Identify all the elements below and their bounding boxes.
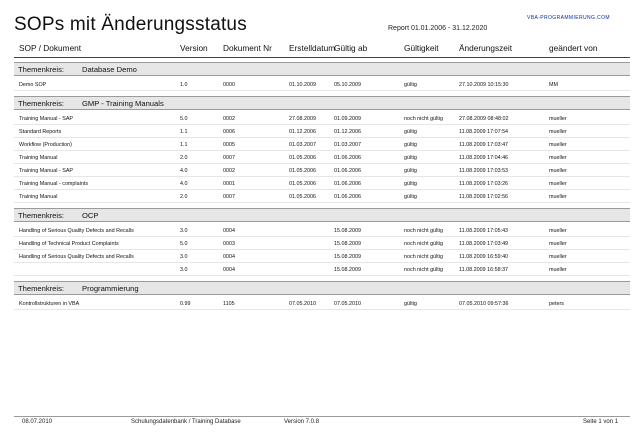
cell-doc: Training Manual - complaints [19,181,89,187]
cell-valid-from: 07.05.2010 [334,301,361,307]
cell-validity: gültig [404,155,417,161]
cell-validity: noch nicht gültig [404,241,443,247]
cell-valid-from: 01.12.2006 [334,129,361,135]
cell-changed-by: mueller [549,168,567,174]
cell-doc: Handling of Serious Quality Defects and Recalls [19,254,134,260]
cell-version: 3.0 [180,228,188,234]
cell-doc-nr: 0001 [223,181,235,187]
cell-doc-nr: 1105 [223,301,235,307]
cell-changed-by: mueller [549,228,567,234]
cell-created: 01.05.2006 [289,194,316,200]
cell-validity: gültig [404,129,417,135]
col-header-change-time: Änderungszeit [459,43,513,53]
group-value: Database Demo [82,65,137,74]
col-header-validity: Gültigkeit [404,43,439,53]
col-header-doc: SOP / Dokument [19,43,82,53]
cell-valid-from: 15.08.2009 [334,254,361,260]
cell-validity: gültig [404,194,417,200]
cell-created: 01.05.2006 [289,168,316,174]
cell-doc-nr: 0004 [223,228,235,234]
table-row [14,264,630,276]
cell-valid-from: 05.10.2009 [334,82,361,88]
cell-version: 1.0 [180,82,188,88]
cell-change-time: 11.08.2009 16:58:37 [459,267,509,273]
table-row [14,238,630,250]
cell-valid-from: 01.06.2006 [334,181,361,187]
cell-doc: Training Manual [19,155,58,161]
cell-doc: Handling of Serious Quality Defects and Recalls [19,228,134,234]
cell-changed-by: mueller [549,155,567,161]
cell-change-time: 11.08.2009 17:03:26 [459,181,509,187]
cell-version: 1.1 [180,142,188,148]
cell-validity: gültig [404,181,417,187]
cell-changed-by: mueller [549,267,567,273]
table-row [14,79,630,91]
cell-validity: gültig [404,301,417,307]
cell-version: 4.0 [180,168,188,174]
cell-changed-by: mueller [549,129,567,135]
group-value: GMP - Training Manuals [82,99,164,108]
cell-created: 01.05.2006 [289,181,316,187]
table-row [14,225,630,237]
cell-created: 01.12.2006 [289,129,316,135]
cell-version: 2.0 [180,155,188,161]
cell-change-time: 11.08.2009 17:03:53 [459,168,509,174]
cell-version: 3.0 [180,254,188,260]
cell-created: 07.05.2010 [289,301,316,307]
cell-version: 2.0 [180,194,188,200]
cell-doc: Demo SOP [19,82,47,88]
col-header-version: Version [180,43,208,53]
table-row [14,165,630,177]
cell-validity: gültig [404,168,417,174]
cell-doc-nr: 0007 [223,155,235,161]
cell-doc-nr: 0005 [223,142,235,148]
table-row [14,152,630,164]
cell-valid-from: 15.08.2009 [334,267,361,273]
table-row [14,178,630,190]
cell-doc: Workflow (Production) [19,142,72,148]
cell-change-time: 27.10.2009 10:15:30 [459,82,509,88]
cell-doc-nr: 0000 [223,82,235,88]
cell-changed-by: mueller [549,116,567,122]
cell-valid-from: 01.03.2007 [334,142,361,148]
group-header [14,208,630,222]
cell-change-time: 11.08.2009 17:04:46 [459,155,509,161]
cell-change-time: 11.08.2009 17:02:56 [459,194,509,200]
cell-version: 0.99 [180,301,191,307]
report-title: SOPs mit Änderungsstatus [14,14,247,35]
cell-validity: noch nicht gültig [404,228,443,234]
cell-doc: Standard Reports [19,129,62,135]
cell-doc: Training Manual - SAP [19,116,74,122]
table-row [14,251,630,263]
group-header [14,96,630,110]
footer-date: 08.07.2010 [22,419,53,425]
cell-doc-nr: 0006 [223,129,235,135]
cell-version: 3.0 [180,267,188,273]
cell-version: 4.0 [180,181,188,187]
cell-doc-nr: 0002 [223,116,235,122]
cell-change-time: 11.08.2009 17:05:43 [459,228,509,234]
group-header [14,62,630,76]
cell-created: 01.05.2006 [289,155,316,161]
cell-validity: noch nicht gültig [404,267,443,273]
footer-database: Schulungsdatenbank / Training Database [131,419,241,425]
report-range: Report 01.01.2006 - 31.12.2020 [388,25,488,32]
cell-changed-by: mueller [549,241,567,247]
footer-page: Seite 1 von 1 [583,419,619,425]
table-row [14,113,630,125]
cell-valid-from: 01.06.2006 [334,194,361,200]
cell-validity: noch nicht gültig [404,254,443,260]
col-header-created: Erstelldatum [289,43,336,53]
cell-doc-nr: 0004 [223,254,235,260]
cell-changed-by: peters [549,301,564,307]
cell-valid-from: 01.06.2006 [334,168,361,174]
table-row [14,126,630,138]
cell-change-time: 11.08.2009 16:59:40 [459,254,509,260]
vba-link[interactable]: VBA-PROGRAMMIERUNG.COM [527,15,610,21]
col-header-changed-by: geändert von [549,43,598,53]
cell-validity: noch nicht gültig [404,116,443,122]
table-row [14,139,630,151]
cell-doc-nr: 0002 [223,168,235,174]
cell-change-time: 27.08.2009 08:48:02 [459,116,509,122]
cell-changed-by: MM [549,82,558,88]
cell-validity: gültig [404,82,417,88]
cell-version: 1.1 [180,129,188,135]
col-header-valid-from: Gültig ab [334,43,368,53]
cell-changed-by: mueller [549,254,567,260]
cell-doc: Handling of Technical Product Complaints [19,241,119,247]
cell-change-time: 11.08.2009 17:03:47 [459,142,509,148]
cell-valid-from: 15.08.2009 [334,241,361,247]
cell-doc-nr: 0004 [223,267,235,273]
column-header-row [14,43,630,57]
header-rule [14,57,630,58]
group-value: OCP [82,211,99,220]
cell-change-time: 11.08.2009 17:07:54 [459,129,509,135]
col-header-doc-nr: Dokument Nr [223,43,272,53]
cell-doc-nr: 0007 [223,194,235,200]
cell-created: 27.08.2009 [289,116,316,122]
cell-created: 01.03.2007 [289,142,316,148]
group-label: Themenkreis: [18,99,65,108]
cell-changed-by: mueller [549,142,567,148]
cell-change-time: 11.08.2009 17:03:49 [459,241,509,247]
group-label: Themenkreis: [18,211,65,220]
cell-version: 5.0 [180,241,188,247]
cell-change-time: 07.05.2010 09:57:36 [459,301,509,307]
cell-created: 01.10.2009 [289,82,316,88]
group-label: Themenkreis: [18,284,65,293]
cell-changed-by: mueller [549,194,567,200]
footer-version: Version 7.0.8 [284,419,320,425]
group-label: Themenkreis: [18,65,65,74]
cell-doc: Kontrollstrukturen in VBA [19,301,80,307]
cell-doc: Training Manual [19,194,58,200]
cell-doc-nr: 0003 [223,241,235,247]
group-value: Programmierung [82,284,139,293]
cell-valid-from: 01.06.2006 [334,155,361,161]
cell-validity: gültig [404,142,417,148]
cell-valid-from: 15.08.2009 [334,228,361,234]
group-header [14,281,630,295]
cell-changed-by: mueller [549,181,567,187]
table-row [14,191,630,203]
table-row [14,298,630,310]
cell-version: 5.0 [180,116,188,122]
cell-doc: Training Manual - SAP [19,168,74,174]
footer-rule [14,416,630,417]
cell-valid-from: 01.09.2009 [334,116,361,122]
